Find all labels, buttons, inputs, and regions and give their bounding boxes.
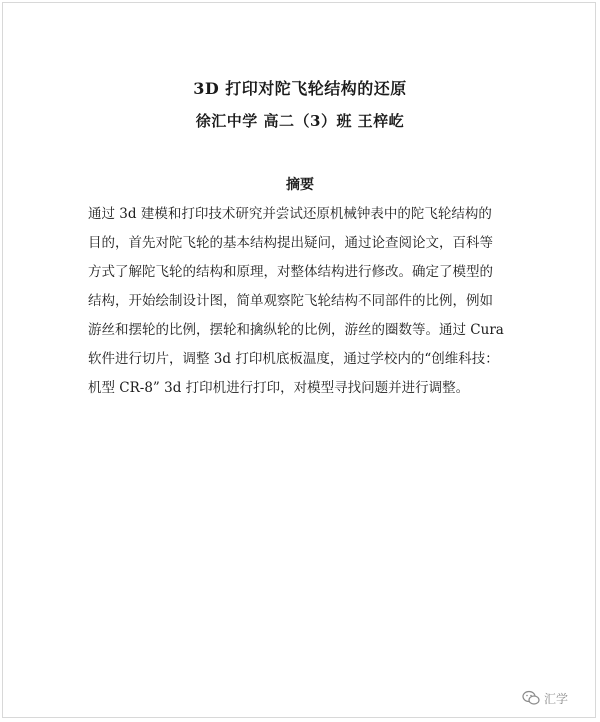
author-line: 徐汇中学 高二（3）班 王梓屹 xyxy=(195,112,405,130)
abstract-line: 结构，开始绘制设计图，简单观察陀飞轮结构不同部件的比例，例如 xyxy=(88,293,493,309)
abstract-body xyxy=(88,200,518,403)
abstract-line: 机型 CR-8” 3d 打印机进行打印，对模型寻找问题并进行调整。 xyxy=(88,380,470,396)
abstract-line: 目的，首先对陀飞轮的基本结构提出疑问，通过论查阅论文，百科等 xyxy=(88,235,493,251)
abstract-line: 通过 3d 建模和打印技术研究并尝试还原机械钟表中的陀飞轮结构的 xyxy=(88,206,492,222)
abstract-line: 游丝和摆轮的比例，摆轮和擒纵轮的比例，游丝的圈数等。通过 Cura xyxy=(88,322,504,338)
abstract-line: 方式了解陀飞轮的结构和原理，对整体结构进行修改。确定了模型的 xyxy=(88,264,493,280)
wechat-icon xyxy=(522,690,540,706)
paper-title: 3D 打印对陀飞轮结构的还原 xyxy=(193,79,407,98)
abstract-heading: 摘要 xyxy=(286,177,314,193)
watermark xyxy=(522,688,568,708)
abstract-line: 软件进行切片，调整 3d 打印机底板温度，通过学校内的“创维科技： xyxy=(88,351,499,367)
watermark-label: 汇学 xyxy=(544,691,569,706)
